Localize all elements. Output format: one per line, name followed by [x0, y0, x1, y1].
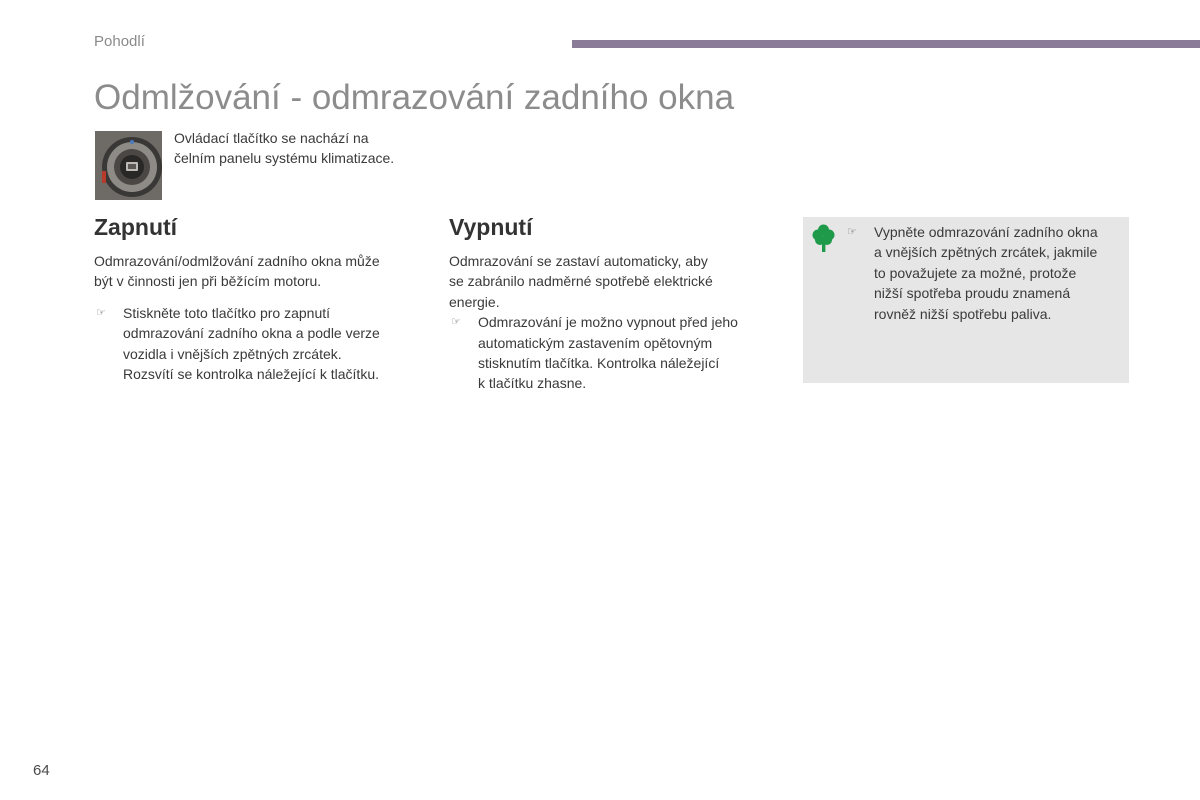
- zapnuti-heading: Zapnutí: [94, 214, 178, 240]
- tip-line: to považujete za možné, protože: [874, 264, 1077, 281]
- bullet-line: stisknutím tlačítka. Kontrolka náležející: [478, 355, 720, 372]
- tip-text: [845, 222, 1154, 324]
- header-bar: [572, 40, 1200, 48]
- vypnuti-text: [449, 251, 779, 312]
- intro-line: Ovládací tlačítko se nachází na: [174, 130, 369, 146]
- eco-tip-box: [803, 217, 1129, 383]
- zapnuti-section: [94, 213, 424, 384]
- bullet-line: automatickým zastavením opětovným: [478, 334, 713, 351]
- eco-tree-icon: [812, 224, 835, 252]
- tip-line: a vnějších zpětných zrcátek, jakmile: [874, 244, 1098, 261]
- pointing-hand-icon: ☞: [96, 306, 106, 319]
- bullet-line: Odmrazování je možno vypnout před jeho: [478, 314, 738, 331]
- page-title: Odmlžování - odmrazování zadního okna: [94, 78, 735, 117]
- vypnuti-section: [449, 213, 779, 394]
- bullet-line: k tlačítku zhasne.: [478, 375, 587, 392]
- bullet-line: vozidla i vnějších zpětných zrcátek.: [123, 345, 342, 362]
- vypnuti-heading: Vypnutí: [449, 214, 533, 240]
- bullet-line: odmrazování zadního okna a podle verze: [123, 325, 380, 342]
- text-line: energie.: [449, 293, 500, 310]
- bullet-line: Stiskněte toto tlačítko pro zapnutí: [123, 304, 331, 321]
- text-line: být v činnosti jen při běžícím motoru.: [94, 273, 322, 290]
- tip-line: Vypněte odmrazování zadního okna: [874, 224, 1098, 240]
- vypnuti-bullet: [449, 312, 779, 394]
- text-line: se zabránilo nadměrné spotřebě elektrické: [449, 273, 713, 290]
- control-button-photo: [95, 131, 162, 200]
- section-label: Pohodlí: [94, 33, 145, 50]
- intro-line: čelním panelu systému klimatizace.: [174, 150, 395, 166]
- pointing-hand-icon: ☞: [451, 316, 461, 329]
- pointing-hand-icon: ☞: [847, 226, 857, 238]
- page-number: 64: [33, 762, 50, 779]
- tip-line: rovněž nižší spotřebu paliva.: [874, 305, 1052, 322]
- tip-line: nižší spotřeba proudu znamená: [874, 285, 1071, 302]
- intro-text: [174, 128, 434, 168]
- zapnuti-bullet: [94, 303, 424, 385]
- zapnuti-text: [94, 251, 424, 292]
- text-line: Odmrazování se zastaví automaticky, aby: [449, 253, 708, 269]
- text-line: Odmrazování/odmlžování zadního okna může: [94, 253, 380, 269]
- bullet-line: Rozsvítí se kontrolka náležející k tlačítku.: [123, 366, 379, 383]
